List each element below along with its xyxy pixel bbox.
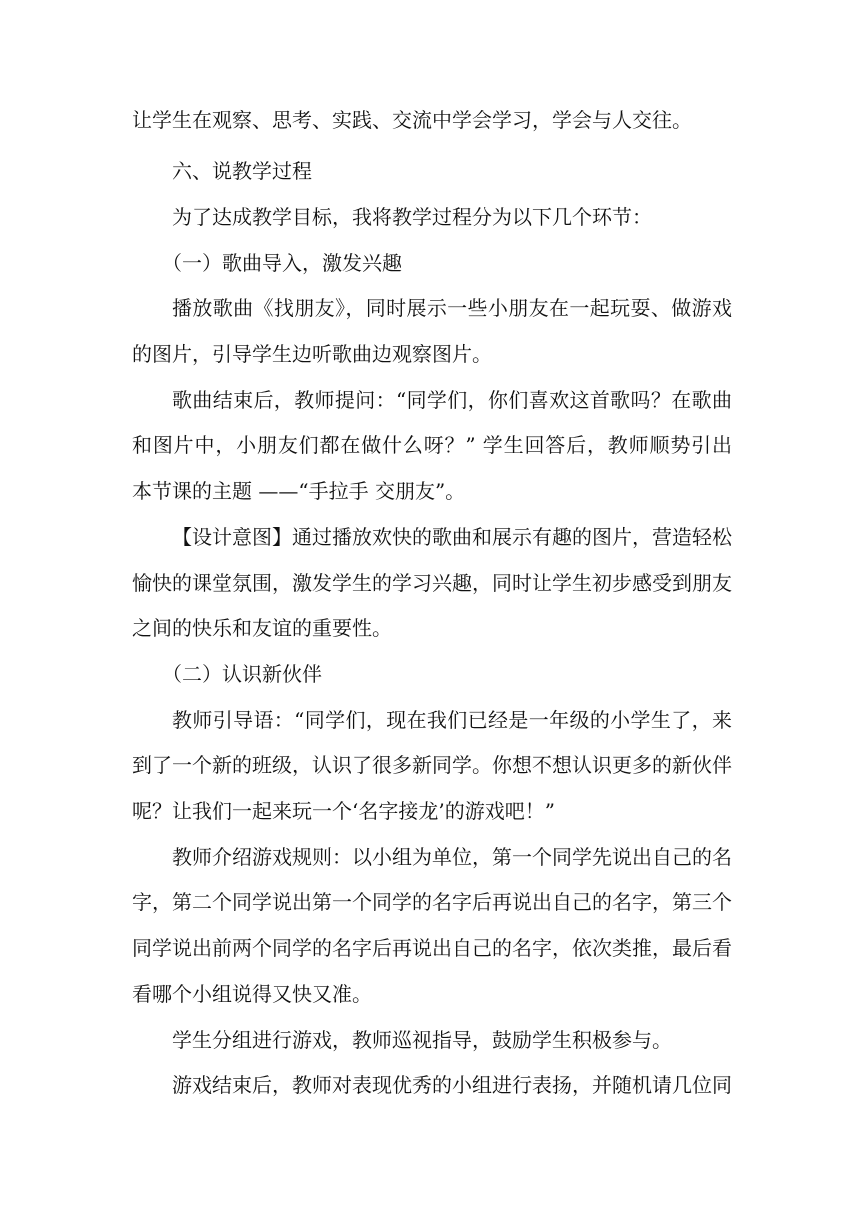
text-line: 教师介绍游戏规则：以小组为单位，第一个同学先说出自己的名 (172, 845, 732, 869)
text-line: 【设计意图】通过播放欢快的歌曲和展示有趣的图片，营造轻松 (172, 525, 732, 549)
text-line: 学生分组进行游戏，教师巡视指导，鼓励学生积极参与。 (172, 1028, 672, 1052)
text-line: 之间的快乐和友谊的重要性。 (132, 616, 392, 640)
text-line: 同学说出前两个同学的名字后再说出自己的名字，依次类推，最后看 (132, 936, 732, 960)
section-heading: 六、说教学过程 (172, 159, 312, 183)
text-line: 播放歌曲《找朋友》，同时展示一些小朋友在一起玩耍、做游戏 (172, 296, 732, 320)
text-line: 呢？让我们一起来玩一个‘名字接龙’的游戏吧！” (132, 799, 555, 823)
text-line: 的图片，引导学生边听歌曲边观察图片。 (132, 342, 492, 366)
text-line: 到了一个新的班级，认识了很多新同学。你想不想认识更多的新伙伴 (132, 753, 732, 777)
text-line: 和图片中，小朋友们都在做什么呀？” 学生回答后，教师顺势引出 (132, 433, 732, 457)
text-line: 字，第二个同学说出第一个同学的名字后再说出自己的名字，第三个 (132, 890, 732, 914)
text-line: 为了达成教学目标，我将教学过程分为以下几个环节： (172, 205, 652, 229)
text-line: 愉快的课堂氛围，激发学生的学习兴趣，同时让学生初步感受到朋友 (132, 571, 732, 595)
subsection-heading: （二）认识新伙伴 (162, 662, 322, 686)
text-line: 歌曲结束后，教师提问：“同学们，你们喜欢这首歌吗？在歌曲 (172, 388, 732, 412)
text-line: 本节课的主题 ——“手拉手 交朋友”。 (132, 479, 466, 503)
text-line: 游戏结束后，教师对表现优秀的小组进行表扬，并随机请几位同 (172, 1073, 732, 1097)
text-line: 教师引导语：“同学们，现在我们已经是一年级的小学生了，来 (172, 708, 732, 732)
subsection-heading: （一）歌曲导入，激发兴趣 (162, 251, 402, 275)
text-line: 看哪个小组说得又快又准。 (132, 982, 372, 1006)
text-line: 让学生在观察、思考、实践、交流中学会学习，学会与人交往。 (132, 108, 692, 132)
